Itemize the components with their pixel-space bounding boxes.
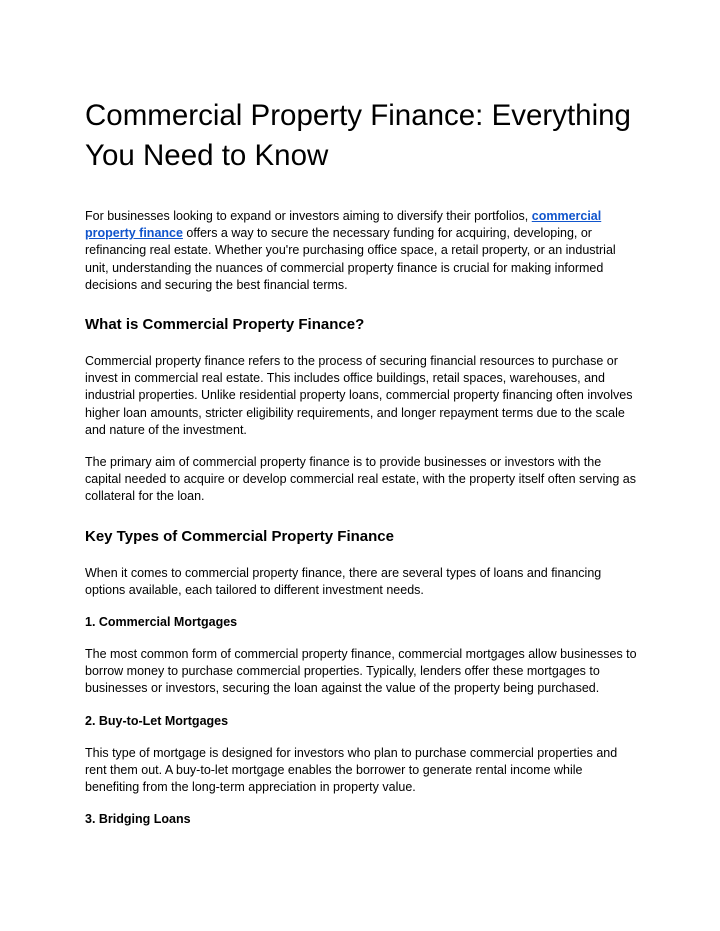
section-heading-what-is: What is Commercial Property Finance? — [85, 316, 365, 334]
intro-text-before: For businesses looking to expand or investors aiming to diversify their portfolios, — [85, 209, 532, 223]
buy-to-let-paragraph: This type of mortgage is designed for investors who plan to purchase commercial properties and rent them out. A buy-to-let mortgage enables the borrower to generate rental income while benefiting from the long-term appreciation in property value. — [85, 745, 618, 795]
subheading-bridging-loans: 3. Bridging Loans — [85, 812, 191, 827]
intro-paragraph — [85, 208, 637, 294]
section-what-is-paragraph-1: Commercial property finance refers to the process of securing financial resources to purchase or invest in commercial real estate. This includes office buildings, retail spaces, warehouses, and industrial properties. Unlike residential property loans, commercial property financing often involves higher loan amounts, stricter eligibility requirements, and longer repayment terms due to the scale and nature of the investment. — [85, 354, 633, 437]
page-title: Commercial Property Finance: Everything You Need to Know — [85, 99, 631, 172]
section-heading-key-types: Key Types of Commercial Property Finance — [85, 527, 394, 545]
section-key-types-intro: When it comes to commercial property finance, there are several types of loans and financing options available, each tailored to different investment needs. — [85, 565, 602, 597]
commercial-mortgages-paragraph: The most common form of commercial property finance, commercial mortgages allow businesses to borrow money to purchase commercial properties. Typically, lenders offer these mortgages to businesses or investors, securing the loan against the value of the property being purchased. — [85, 647, 637, 696]
document-page — [85, 96, 637, 843]
commercial-property-finance-link[interactable]: commercial property finance — [85, 209, 602, 241]
subheading-commercial-mortgages: 1. Commercial Mortgages — [85, 615, 238, 630]
subheading-buy-to-let-mortgages: 2. Buy-to-Let Mortgages — [85, 713, 229, 728]
intro-text-after: offers a way to secure the necessary funding for acquiring, developing, or refinancing real estate. Whether you're purchasing office space, a retail property, or an industrial unit, understanding the nuances of commercial property finance is crucial for making informed decisions and securing the best financial terms. — [85, 226, 616, 292]
section-what-is-paragraph-2: The primary aim of commercial property finance is to provide businesses or investors with the capital needed to acquire or develop commercial real estate, with the property itself often serving as collateral for the loan. — [85, 455, 636, 504]
